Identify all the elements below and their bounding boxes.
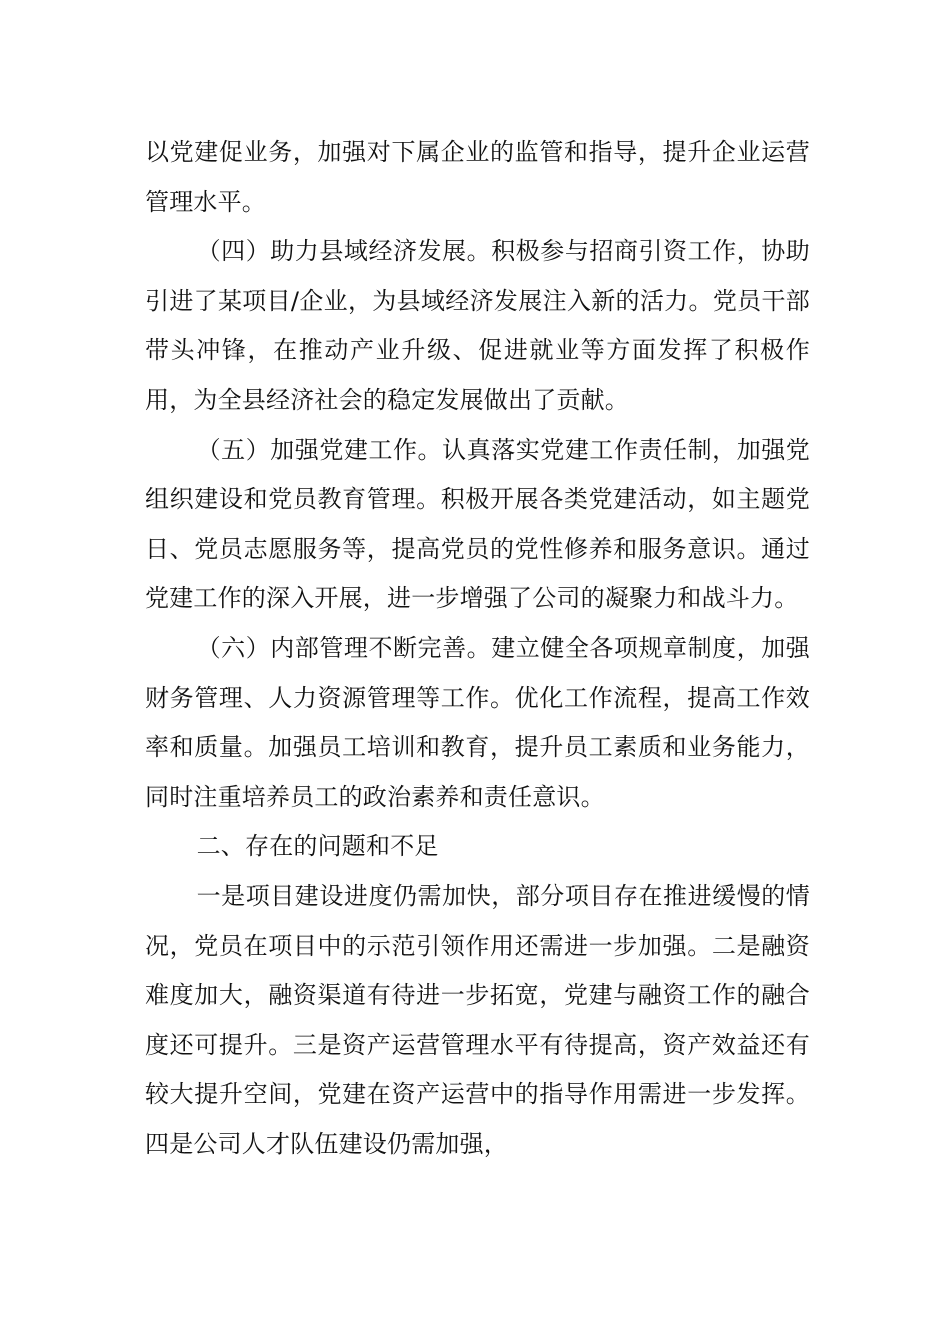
section-heading-problems: 二、存在的问题和不足: [196, 832, 439, 861]
body-text: [145, 128, 810, 1169]
paragraph-section-5: （五）加强党建工作。认真落实党建工作责任制，加强党组织建设和党员教育管理。积极开展各类党建活动，如主题党日、党员志愿服务等，提高党员的党性修养和服务意识。通过党建工作的深入开展，进一步增强了公司的凝聚力和战斗力。: [145, 435, 810, 613]
paragraph-section-4: （四）助力县域经济发展。积极参与招商引资工作，协助引进了某项目/企业，为县域经济发展注入新的活力。党员干部带头冲锋，在推动产业升级、促进就业等方面发挥了积极作用，为全县经济社会的稳定发展做出了贡献。: [145, 237, 810, 414]
paragraph-problems: 一是项目建设进度仍需加快，部分项目存在推进缓慢的情况，党员在项目中的示范引领作用还需进一步加强。二是融资难度加大，融资渠道有待进一步拓宽，党建与融资工作的融合度还可提升。三是资产运营管理水平有待提高，资产效益还有较大提升空间，党建在资产运营中的指导作用需进一步发挥。四是公司人才队伍建设仍需加强，: [145, 881, 810, 1158]
paragraph-section-6: （六）内部管理不断完善。建立健全各项规章制度，加强财务管理、人力资源管理等工作。优化工作流程，提高工作效率和质量。加强员工培训和教育，提升员工素质和业务能力，同时注重培养员工的政治素养和责任意识。: [145, 633, 810, 811]
paragraph-continuation: 以党建促业务，加强对下属企业的监管和指导，提升企业运营管理水平。: [145, 138, 810, 216]
